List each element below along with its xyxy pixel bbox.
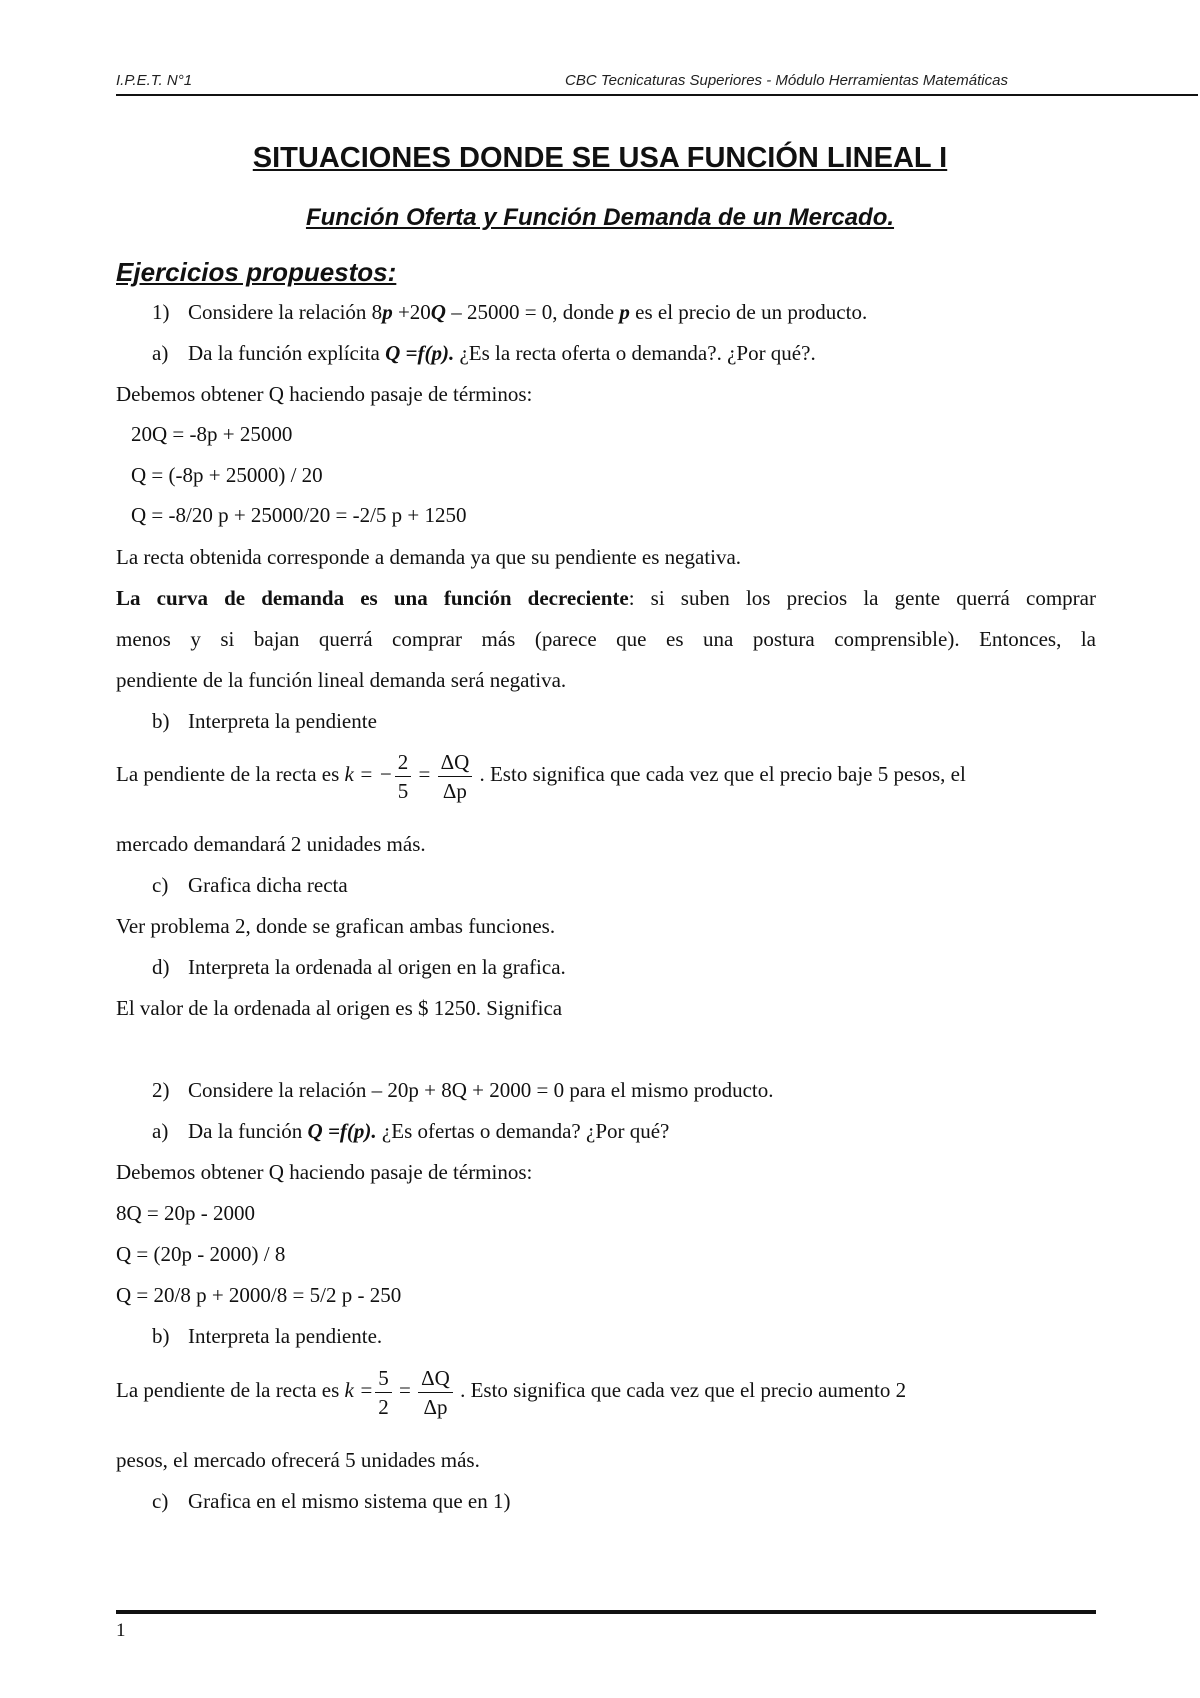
footer-rule [116,1610,1096,1614]
ex1-lead: Debemos obtener Q haciendo pasaje de términos: [116,382,533,406]
ex2-item-a: a) Da la función Q =f(p). ¿Es ofertas o demanda? ¿Por qué? [152,1119,670,1143]
ex1-conclusion: La recta obtenida corresponde a demanda ya que su pendiente es negativa. [116,545,742,569]
ex1-item-b: b) Interpreta la pendiente [152,709,377,733]
page-subtitle: Función Oferta y Función Demanda de un Mercado. [305,204,895,231]
ex1-paragraph-line3: pendiente de la función lineal demanda será negativa. [116,668,567,692]
ex1-item-a: a) Da la función explícita Q =f(p). ¿Es la recta oferta o demanda?. ¿Por qué?. [152,341,816,365]
ex1-statement: 1) Considere la relación 8p +20Q – 25000 = 0, donde p es el precio de un producto. [152,300,868,324]
ex2-slope-cont: pesos, el mercado ofrecerá 5 unidades más. [116,1448,480,1472]
ex1-slope-cont: mercado demandará 2 unidades más. [116,832,426,856]
fraction-dq-dp-2: $\frac{\Delta Q}{\Delta p}$ [418,1364,453,1421]
ex1-eq1: 20Q = -8p + 25000 [131,422,293,446]
ex1-paragraph-line1: La curva de demanda es una función decreciente: si suben los precios la gente querrá comprar [116,586,1096,610]
header-left: I.P.E.T. N°1 [116,72,193,89]
header-rule [116,94,1198,96]
ex2-lead: Debemos obtener Q haciendo pasaje de términos: [116,1160,533,1184]
ex1-item-c-answer: Ver problema 2, donde se grafican ambas funciones. [116,914,556,938]
fraction-5-2: $\frac{5}{2}$ [375,1364,392,1421]
ex1-eq2: Q = (-8p + 25000) / 20 [131,463,323,487]
ex1-slope: La pendiente de la recta es k = − $\frac{2}{5}$ = $\frac{\Delta Q}{\Delta p}$ . Esto significa que cada vez que el precio baje 5 pesos, el [116,749,966,803]
ex2-slope: La pendiente de la recta es k = $\frac{5}{2}$ = $\frac{\Delta Q}{\Delta p}$ . Esto significa que cada vez que el precio aumento 2 [116,1365,907,1419]
fraction-2-5: $\frac{2}{5}$ [395,748,412,805]
ex1-item-d: d) Interpreta la ordenada al origen en la grafica. [152,955,566,979]
ex1-eq3: Q = -8/20 p + 25000/20 = -2/5 p + 1250 [131,503,467,527]
ex2-eq1: 8Q = 20p - 2000 [116,1201,256,1225]
fraction-dq-dp: $\frac{\Delta Q}{\Delta p}$ [438,748,473,805]
page-title: SITUACIONES DONDE SE USA FUNCIÓN LINEAL I [252,142,948,174]
ex1-item-c: c) Grafica dicha recta [152,873,348,897]
section-heading: Ejercicios propuestos: [116,257,397,287]
header-right: CBC Tecnicaturas Superiores - Módulo Herramientas Matemáticas [565,72,1008,89]
ex2-item-c: c) Grafica en el mismo sistema que en 1) [152,1489,511,1513]
ex1-item-d-answer: El valor de la ordenada al origen es $ 1250. Significa [116,996,563,1020]
ex1-paragraph-line2: menos y si bajan querrá comprar más (parece que es una postura comprensible). Entonces, la [116,627,1096,651]
ex2-eq3: Q = 20/8 p + 2000/8 = 5/2 p - 250 [116,1283,402,1307]
page-number: 1 [116,1620,126,1641]
ex2-statement: 2) Considere la relación – 20p + 8Q + 2000 = 0 para el mismo producto. [152,1078,774,1102]
ex2-item-b: b) Interpreta la pendiente. [152,1324,383,1348]
ex2-eq2: Q = (20p - 2000) / 8 [116,1242,286,1266]
